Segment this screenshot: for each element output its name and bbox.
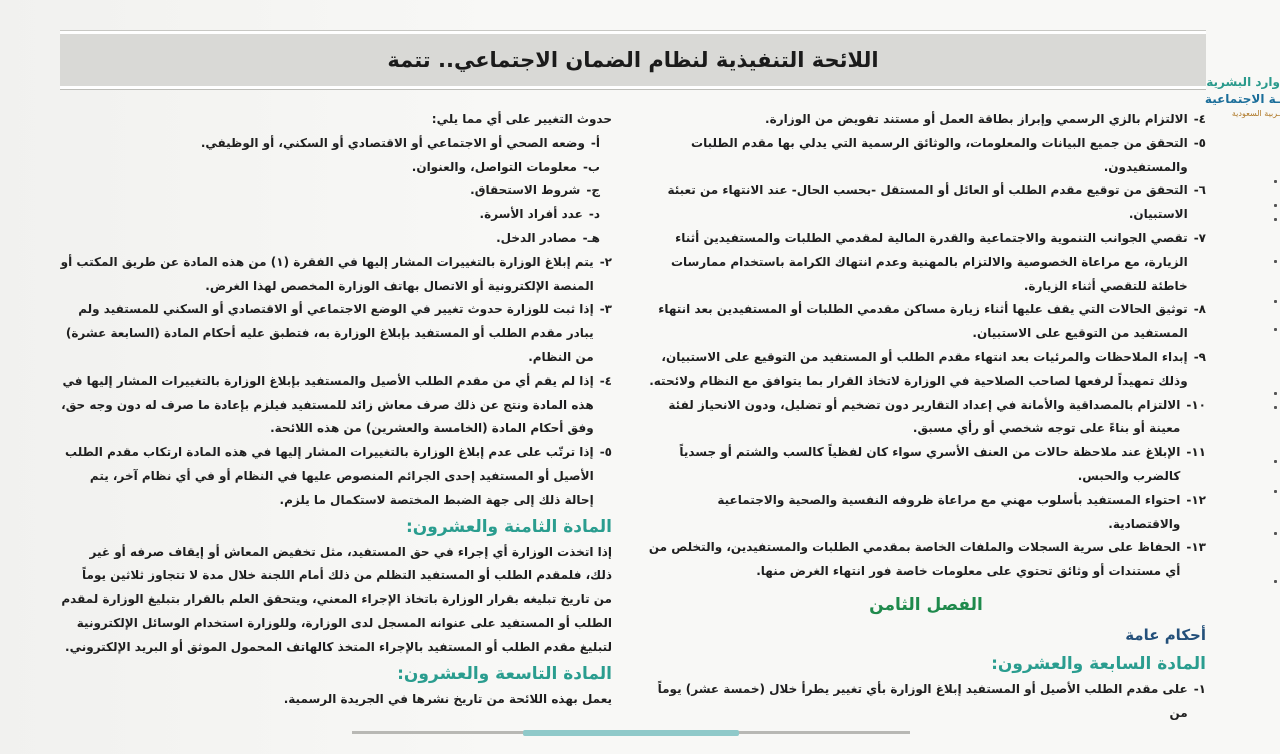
item-number: ٢- (599, 254, 612, 269)
list-item (646, 108, 1206, 132)
sub-item-text: وضعه الصحي أو الاجتماعي أو الاقتصادي أو السكني، أو الوظيفي. (200, 135, 585, 150)
list-item (60, 441, 612, 512)
list-item (60, 370, 612, 441)
item-number: ٨- (1193, 302, 1206, 317)
ministry-logo (1204, 74, 1280, 124)
sub-item-letter: ج- (586, 183, 600, 198)
sub-item (60, 179, 612, 203)
item-text: التحقق من جميع البيانات والمعلومات، والوثائق الرسمية التي يدلي بها مقدم الطلبات والمستفيدون. (691, 135, 1188, 174)
scrollbar-thumb[interactable] (523, 730, 739, 736)
sub-item (60, 156, 612, 180)
sub-item-letter: د- (588, 207, 600, 222)
sub-item-letter: أ- (590, 135, 600, 150)
sub-item (60, 203, 612, 227)
intro-text: حدوث التغيير على أي مما يلي: (431, 112, 612, 126)
sub-item-letter: هـ- (582, 230, 600, 245)
item-number: ١١- (1186, 445, 1206, 460)
item-text: إذا ثبت للوزارة حدوث تغيير في الوضع الاجتماعي أو الاقتصادي أو السكني للمستفيد ولم يبادر مقدم الطلب أو المستفيد بإبلاغ الوزارة به، فتطبق عليه أحكام المادة (السابعة عشرة) من النظام. (65, 302, 594, 364)
list-item (646, 227, 1206, 298)
item-number: ٤- (599, 373, 612, 388)
list-item (646, 132, 1206, 180)
sub-item-letter: ب- (582, 159, 600, 174)
sub-item-text: مصادر الدخل. (496, 230, 577, 245)
item-number: ١٣- (1186, 540, 1206, 555)
item-text: يتم إبلاغ الوزارة بالتغييرات المشار إليها في الفقرة (١) من هذه المادة عن طريق المكتب أو المنصة الإلكترونية أو الاتصال بهاتف الوزارة المخصص لهذا الغرض. (60, 254, 594, 293)
list-item (646, 678, 1206, 726)
list-item (646, 346, 1206, 394)
logo-line-3: ـربية السعودية (1231, 109, 1280, 118)
item-number: ٩- (1193, 349, 1206, 364)
sub-item-text: معلومات التواصل، والعنوان. (411, 159, 577, 174)
item-number: ٦- (1193, 183, 1206, 198)
section-heading: أحكام عامة (1125, 625, 1206, 644)
list-item (60, 298, 612, 369)
item-text: الحفاظ على سرية السجلات والملفات الخاصة بمقدمي الطلبات والمستفيدين، والتخلص من أي مستندات أو وثائق تحتوي على معلومات خاصة فور انتهاء الغرض منها. (648, 540, 1181, 579)
sub-item-text: شروط الاستحقاق. (470, 183, 581, 198)
item-number: ٣- (599, 302, 612, 317)
title-banner (60, 31, 1206, 89)
item-text: على مقدم الطلب الأصيل أو المستفيد إبلاغ الوزارة بأي تغيير يطرأ خلال (خمسة عشر) يوماً من (657, 681, 1188, 720)
item-number: ٥- (599, 445, 612, 460)
article-29-text: يعمل بهذه اللائحة من تاريخ نشرها في الجريدة الرسمية. (283, 691, 612, 706)
article-27-heading: المادة السابعة والعشرون: (991, 653, 1206, 674)
list-item (60, 251, 612, 299)
item-text: التحقق من توقيع مقدم الطلب أو العائل أو المستقل -بحسب الحال- عند الانتهاء من تعبئة الاستبيان. (667, 183, 1188, 222)
list-item (646, 536, 1206, 584)
item-text: الالتزام بالزي الرسمي وإبراز بطاقة العمل أو مستند تفويض من الوزارة. (765, 112, 1188, 126)
article-29-heading: المادة التاسعة والعشرون: (397, 663, 612, 684)
item-number: ١- (1193, 681, 1206, 696)
item-text: الإبلاغ عند ملاحظة حالات من العنف الأسري سواء كان لفظياً كالسب والشتم أو جسدياً كالضرب والحبس. (679, 445, 1181, 483)
page-title: اللائحة التنفيذية لنظام الضمان الاجتماعي.. تتمة (387, 48, 879, 72)
item-text: إذا لم يقم أي من مقدم الطلب الأصيل والمستفيد بإبلاغ الوزارة بالتغييرات المشار إليها في هذه المادة ونتج عن ذلك صرف معاش زائد للمستفيد فيلزم بإعادة ما صرف له دون وجه حق، وفق أحكام المادة (الخامسة والعشرين) من هذه اللائحة. (61, 373, 594, 436)
list-item (646, 489, 1206, 537)
article-28-text: إذا اتخذت الوزارة أي إجراء في حق المستفيد، مثل تخفيض المعاش أو إيقاف صرفه أو غير ذلك، فلمقدم الطلب أو المستفيد التظلم من ذلك أمام اللجنة خلال مدة لا تتجاوز ثلاثين يوماً من تاريخ تبليغه بقرار الوزارة باتخاذ الإجراء المعني، ويتحقق العلم بالقرار بتبليغ الوزارة لمقدم الطلب أو المستفيد على عنوانه المسجل لدى الوزارة، وللوزارة استخدام الوسائل الإلكترونية لتبليغ مقدم الطلب أو المستفيد بالإجراء المتخذ كالهاتف المحمول الموثق أو البريد الإلكتروني. (61, 544, 612, 654)
sub-item (60, 227, 612, 251)
list-item (646, 441, 1206, 489)
item-text: توثيق الحالات التي يقف عليها أثناء زيارة مساكن مقدمي الطلبات أو المستفيدين بعد انتهاء المستفيد من التوقيع على الاستبيان. (658, 302, 1188, 341)
horizontal-scrollbar[interactable] (352, 731, 910, 734)
logo-line-1: وارد البشرية (1206, 75, 1280, 89)
list-item (646, 298, 1206, 346)
item-number: ٧- (1193, 230, 1206, 245)
item-number: ٥- (1193, 135, 1206, 150)
article-28-heading: المادة الثامنة والعشرون: (405, 516, 612, 537)
item-text: الالتزام بالمصداقية والأمانة في إعداد التقارير دون تضخيم أو تضليل، ودون الانحياز لفئة معينة أو بناءً على توجه شخصي أو رأي مسبق. (668, 397, 1181, 436)
right-column (646, 108, 1206, 726)
item-text: إبداء الملاحظات والمرئيات بعد انتهاء مقدم الطلب أو المستفيد من التوقيع على الاستبيان، وذلك تمهيداً لرفعها لصاحب الصلاحية في الوزارة لاتخاذ القرار بما يتوافق مع النظام ولائحته. (649, 349, 1188, 388)
chapter-heading: الفصل الثامن (869, 594, 983, 615)
item-number: ١٠- (1186, 397, 1206, 412)
item-number: ٤- (1193, 112, 1206, 126)
next-page-edge (1270, 160, 1280, 620)
sub-item-text: عدد أفراد الأسرة. (479, 207, 583, 222)
item-text: احتواء المستفيد بأسلوب مهني مع مراعاة ظروفه النفسية والصحية والاجتماعية والاقتصادية. (717, 492, 1181, 531)
item-text: تقصي الجوانب التنموية والاجتماعية والقدرة المالية لمقدمي الطلبات والمستفيدين أثناء الزيارة، مع مراعاة الخصوصية والالتزام بالمهنية وعدم انتهاك الكرامة باستخدام ممارسات خاطئة للتقصي أثناء الزيارة. (670, 230, 1188, 293)
list-item (646, 179, 1206, 227)
list-item (646, 394, 1206, 442)
item-number: ١٢- (1186, 492, 1206, 507)
item-text: إذا ترتّب على عدم إبلاغ الوزارة بالتغييرات المشار إليها في هذه المادة ارتكاب مقدم الطلب الأصيل أو المستفيد إحدى الجرائم المنصوص عليها في النظام أو في أي نظام آخر، يتم إحالة ذلك إلى جهة الضبط المختصة لاستكمال ما يلزم. (65, 445, 594, 507)
logo-line-2: ـة الاجتماعية (1204, 92, 1280, 106)
sub-item (60, 132, 612, 156)
left-column (60, 108, 612, 711)
